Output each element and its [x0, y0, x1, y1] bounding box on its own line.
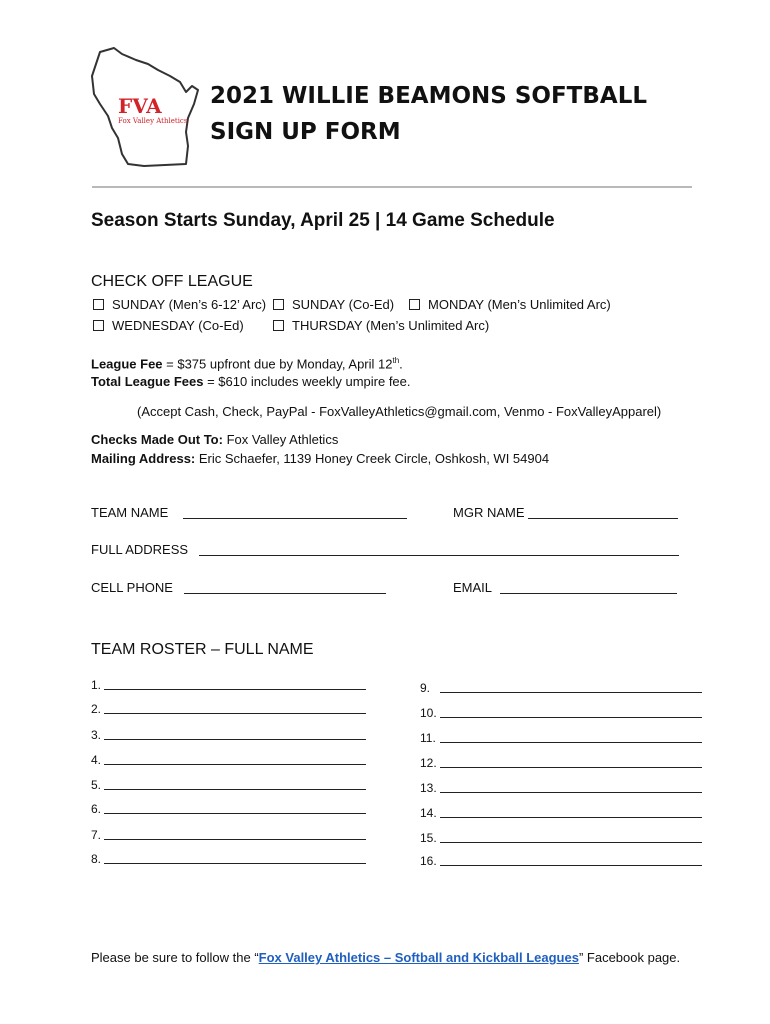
cell-phone-label: CELL PHONE — [91, 580, 173, 595]
total-fee-label: Total League Fees — [91, 374, 204, 389]
roster-num-5: 5. — [91, 778, 102, 792]
full-address-label: FULL ADDRESS — [91, 542, 189, 557]
league-option-sunday-mens[interactable] — [93, 297, 266, 312]
checkbox-icon[interactable] — [93, 299, 104, 310]
roster-line-4[interactable] — [104, 764, 366, 765]
roster-line-8[interactable] — [104, 863, 366, 864]
league-option-monday-mens[interactable] — [409, 297, 611, 312]
email-field[interactable] — [500, 593, 677, 594]
roster-num-8: 8. — [91, 852, 102, 866]
roster-line-7[interactable] — [104, 839, 366, 840]
cell-phone-field[interactable] — [184, 593, 386, 594]
roster-heading: TEAM ROSTER – FULL NAME — [91, 641, 314, 658]
season-heading: Season Starts Sunday, April 25 | 14 Game Schedule — [91, 210, 555, 231]
mgr-name-label: MGR NAME — [453, 505, 525, 520]
checkbox-icon[interactable] — [273, 320, 284, 331]
roster-num-7: 7. — [91, 828, 102, 842]
league-option-sunday-coed[interactable] — [273, 297, 394, 312]
roster-num-4: 4. — [91, 753, 102, 767]
league-option-thursday-mens[interactable] — [273, 318, 489, 333]
mailing-value: Eric Schaefer, 1139 Honey Creek Circle, Oshkosh, WI 54904 — [195, 451, 550, 466]
mailing-address — [91, 451, 549, 466]
logo-abbr: FVA — [118, 94, 162, 118]
footer-note — [91, 950, 680, 965]
league-fee-text: = $375 upfront due by Monday, April 12 — [162, 356, 393, 372]
roster-line-12[interactable] — [440, 767, 702, 768]
roster-num-9: 9. — [420, 681, 431, 695]
league-fee — [91, 356, 403, 371]
league-option-label: WEDNESDAY (Co-Ed) — [112, 318, 244, 333]
roster-num-15: 15. — [420, 831, 437, 845]
league-fee-sup: th — [392, 356, 400, 365]
roster-line-16[interactable] — [440, 865, 702, 866]
roster-line-10[interactable] — [440, 717, 702, 718]
roster-line-1[interactable] — [104, 689, 366, 690]
page-title-line2: SIGN UP FORM — [210, 119, 401, 145]
team-name-label: TEAM NAME — [91, 505, 169, 520]
roster-line-2[interactable] — [104, 713, 366, 714]
roster-num-6: 6. — [91, 802, 102, 816]
roster-num-12: 12. — [420, 756, 437, 770]
full-address-field[interactable] — [199, 555, 679, 556]
checks-value: Fox Valley Athletics — [222, 432, 339, 447]
page-title-line1: 2021 WILLIE BEAMONS SOFTBALL — [210, 83, 647, 109]
checks-label: Checks Made Out To: — [91, 432, 223, 447]
league-option-label: SUNDAY (Men’s 6-12’ Arc) — [112, 297, 267, 312]
league-option-label: SUNDAY (Co-Ed) — [292, 297, 395, 312]
league-fee-end: . — [399, 356, 403, 372]
roster-num-1: 1. — [91, 678, 102, 692]
total-fee — [91, 374, 411, 389]
email-label: EMAIL — [453, 580, 493, 595]
checkbox-icon[interactable] — [93, 320, 104, 331]
league-fee-label: League Fee — [91, 356, 163, 372]
mailing-label: Mailing Address: — [91, 451, 196, 466]
roster-line-13[interactable] — [440, 792, 702, 793]
roster-line-3[interactable] — [104, 739, 366, 740]
divider — [92, 186, 692, 188]
facebook-page-link[interactable]: Fox Valley Athletics – Softball and Kickball Leagues — [258, 950, 579, 965]
roster-line-14[interactable] — [440, 817, 702, 818]
roster-line-6[interactable] — [104, 813, 366, 814]
roster-num-14: 14. — [420, 806, 437, 820]
checks-made-out — [91, 432, 338, 447]
total-fee-text: = $610 includes weekly umpire fee. — [203, 374, 411, 389]
logo-name: Fox Valley Athletics — [118, 117, 188, 125]
roster-line-5[interactable] — [104, 789, 366, 790]
roster-line-9[interactable] — [440, 692, 702, 693]
team-name-field[interactable] — [183, 518, 407, 519]
league-option-label: THURSDAY (Men’s Unlimited Arc) — [292, 318, 490, 333]
checkbox-icon[interactable] — [273, 299, 284, 310]
roster-num-11: 11. — [420, 731, 436, 745]
roster-num-16: 16. — [420, 854, 437, 868]
fva-logo — [88, 46, 208, 174]
roster-line-11[interactable] — [440, 742, 702, 743]
checkbox-icon[interactable] — [409, 299, 420, 310]
payment-methods: (Accept Cash, Check, PayPal - FoxValleyAthletics@gmail.com, Venmo - FoxValleyApparel) — [137, 404, 662, 419]
roster-num-3: 3. — [91, 728, 102, 742]
league-option-label: MONDAY (Men’s Unlimited Arc) — [428, 297, 611, 312]
league-option-wednesday-coed[interactable] — [93, 318, 244, 333]
roster-num-2: 2. — [91, 702, 102, 716]
mgr-name-field[interactable] — [528, 518, 678, 519]
footer-suffix: ” Facebook page. — [578, 950, 681, 965]
roster-num-13: 13. — [420, 781, 437, 795]
roster-num-10: 10. — [420, 706, 437, 720]
league-heading: CHECK OFF LEAGUE — [91, 273, 253, 290]
footer-prefix: Please be sure to follow the “ — [91, 950, 259, 965]
roster-line-15[interactable] — [440, 842, 702, 843]
